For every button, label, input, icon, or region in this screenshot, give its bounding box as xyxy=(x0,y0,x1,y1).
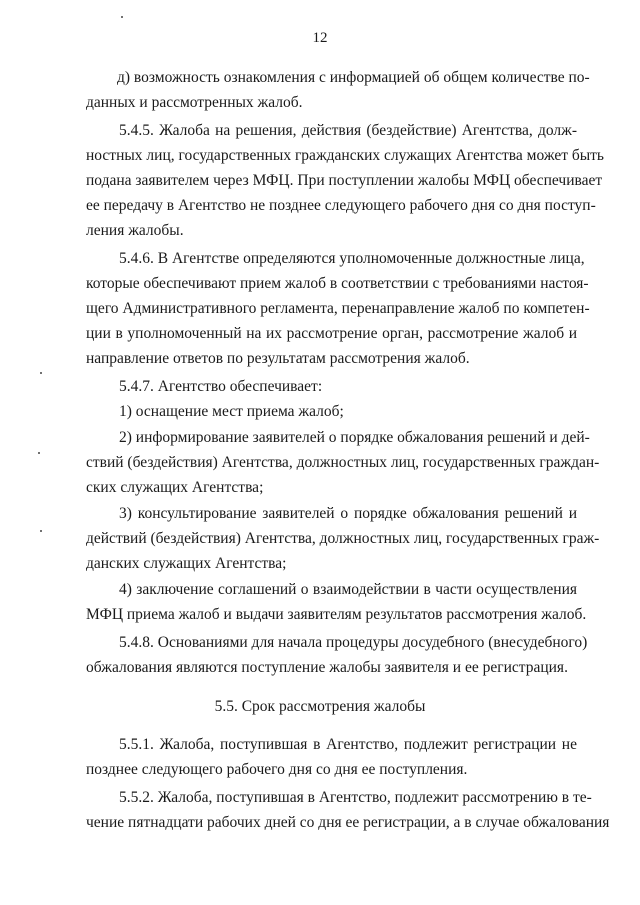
text-line: которые обеспечивают прием жалоб в соответствии с требованиями настоя- xyxy=(86,275,589,292)
text-line: подана заявителем через МФЦ. При поступлении жалобы МФЦ обеспечивает xyxy=(86,172,603,189)
text-line: д) возможность ознакомления с информацией об общем количестве по- xyxy=(117,69,590,86)
text-line: 1) оснащение мест приема жалоб; xyxy=(119,403,344,420)
text-line: 5.4.6. В Агентстве определяются уполномоченные должностные лица, xyxy=(119,250,585,267)
text-line: 5.5.1. Жалоба, поступившая в Агентство, подлежит регистрации не xyxy=(119,736,577,753)
text-line: ских служащих Агентства; xyxy=(86,479,264,496)
text-line: 5.5.2. Жалоба, поступившая в Агентство, подлежит рассмотрению в те- xyxy=(119,789,592,806)
section-heading: 5.5. Срок рассмотрения жалобы xyxy=(214,698,426,715)
text-line: 5.4.7. Агентство обеспечивает: xyxy=(119,378,323,395)
scan-speck xyxy=(40,530,42,532)
scan-speck xyxy=(40,372,42,374)
text-line: чение пятнадцати рабочих дней со дня ее регистрации, а в случае обжалования xyxy=(86,814,610,831)
text-line: 5.4.8. Основаниями для начала процедуры досудебного (внесудебного) xyxy=(119,634,588,651)
text-line: данных и рассмотренных жалоб. xyxy=(86,94,303,111)
text-line: 2) информирование заявителей о порядке обжалования решений и дей- xyxy=(119,429,590,446)
text-line: действий (бездействия) Агентства, должностных лиц, государственных граж- xyxy=(86,530,600,547)
text-line: 3) консультирование заявителей о порядке обжалования решений и xyxy=(119,505,577,522)
text-line: 4) заключение соглашений о взаимодействии в части осуществления xyxy=(119,581,577,598)
scan-speck xyxy=(121,16,123,18)
text-line: данских служащих Агентства; xyxy=(86,555,287,572)
text-line: МФЦ приема жалоб и выдачи заявителям результатов рассмотрения жалоб. xyxy=(86,606,587,623)
text-line: ностных лиц, государственных гражданских служащих Агентства может быть xyxy=(86,147,605,164)
text-line: щего Административного регламента, перенаправление жалоб по компетен- xyxy=(86,300,590,317)
text-line: позднее следующего рабочего дня со дня ее поступления. xyxy=(86,761,468,778)
text-line: обжалования являются поступление жалобы заявителя и ее регистрация. xyxy=(86,659,568,676)
text-line: 5.4.5. Жалоба на решения, действия (бездействие) Агентства, долж- xyxy=(119,122,577,139)
text-line: ее передачу в Агентство не позднее следующего рабочего дня со дня поступ- xyxy=(86,197,596,214)
text-line: направление ответов по результатам рассмотрения жалоб. xyxy=(86,350,470,367)
text-line: ции в уполномоченный на их рассмотрение орган, рассмотрение жалоб и xyxy=(86,325,577,342)
scan-speck xyxy=(38,452,40,454)
text-line: ствий (бездействия) Агентства, должностных лиц, государственных граждан- xyxy=(86,454,600,471)
page-number: 12 xyxy=(312,30,328,46)
text-line: ления жалобы. xyxy=(86,222,184,239)
